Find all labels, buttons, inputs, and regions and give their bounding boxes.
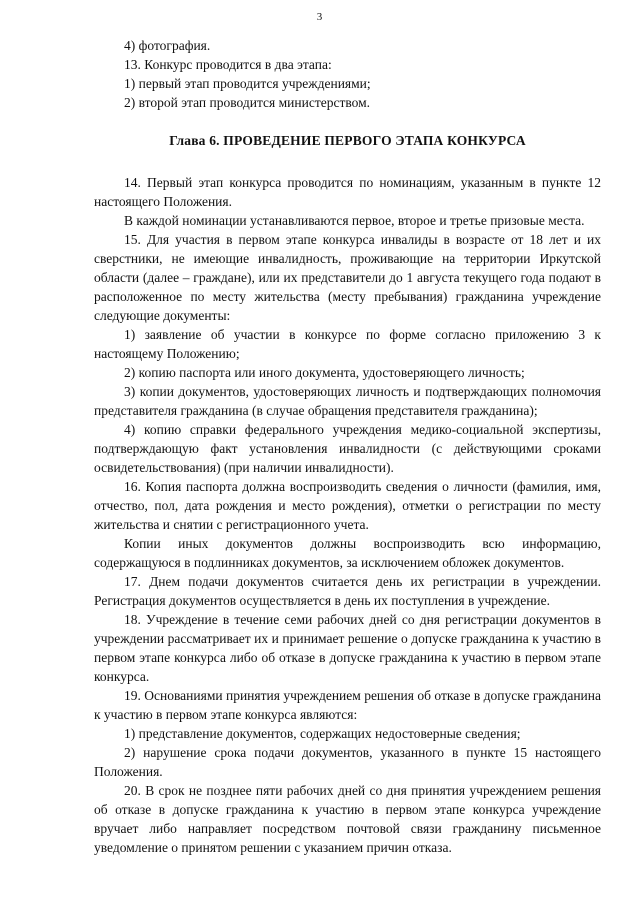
paragraph: 16. Копия паспорта должна воспроизводить сведения о личности (фамилия, имя, отчество, пол, дата рождения и место рождения), отметки о регистрации по месту жительства и снятии с регистрационного учета. — [94, 479, 601, 532]
intro-block — [94, 36, 601, 112]
paragraph: 2) нарушение срока подачи документов, указанного в пункте 15 настоящего Положения. — [94, 745, 601, 779]
paragraph: 20. В срок не позднее пяти рабочих дней со дня принятия учреждением решения об отказе в допуске гражданина к участию в первом этапе конкурса учреждение вручает либо направляет посредством почтовой связи гражданину письменное уведомление о принятом решении с указанием причин отказа. — [94, 783, 601, 855]
page-number: 3 — [316, 11, 323, 23]
paragraph: 15. Для участия в первом этапе конкурса инвалиды в возрасте от 18 лет и их сверстники, не имеющие инвалидность, проживающие на территории Иркутской области (далее – граждане), или их представители до 1 августа текущего года подают в расположенное по месту жительства (месту пребывания) гражданина учреждение следующие документы: — [94, 232, 601, 323]
paragraph-list — [94, 173, 601, 857]
intro-line: 4) фотография. — [124, 38, 211, 53]
document-body — [94, 36, 601, 857]
chapter-title: Глава 6. ПРОВЕДЕНИЕ ПЕРВОГО ЭТАПА КОНКУРСА — [169, 133, 526, 148]
paragraph: 1) заявление об участии в конкурсе по форме согласно приложению 3 к настоящему Положению; — [94, 327, 601, 361]
paragraph: Копии иных документов должны воспроизводить всю информацию, содержащуюся в подлинниках документов, за исключением обложек документов. — [94, 536, 601, 570]
intro-line: 1) первый этап проводится учреждениями; — [124, 76, 371, 91]
paragraph: 17. Днем подачи документов считается день их регистрации в учреждении. Регистрация документов осуществляется в день их поступления в учреждение. — [94, 574, 601, 608]
intro-line: 2) второй этап проводится министерством. — [124, 95, 371, 110]
paragraph: 4) копию справки федерального учреждения медико-социальной экспертизы, подтверждающую факт установления инвалидности (с действующими сроками освидетельствования) (при наличии инвалидности). — [94, 422, 601, 475]
paragraph: 14. Первый этап конкурса проводится по номинациям, указанным в пункте 12 настоящего Положения. — [94, 175, 601, 209]
paragraph: 2) копию паспорта или иного документа, удостоверяющего личность; — [124, 365, 525, 380]
intro-line: 13. Конкурс проводится в два этапа: — [124, 57, 332, 72]
paragraph: 19. Основаниями принятия учреждением решения об отказе в допуске гражданина к участию в первом этапе конкурса являются: — [94, 688, 601, 722]
paragraph: 1) представление документов, содержащих недостоверные сведения; — [124, 726, 521, 741]
paragraph: В каждой номинации устанавливаются первое, второе и третье призовые места. — [124, 213, 585, 228]
paragraph: 3) копии документов, удостоверяющих личность и подтверждающих полномочия представителя гражданина (в случае обращения представителя гражданина); — [94, 384, 601, 418]
paragraph: 18. Учреждение в течение семи рабочих дней со дня регистрации документов в учреждении рассматривает их и принимает решение о допуске гражданина к участию в первом этапе конкурса либо об отказе в допуске гражданина к участию в первом этапе конкурса. — [94, 612, 601, 684]
